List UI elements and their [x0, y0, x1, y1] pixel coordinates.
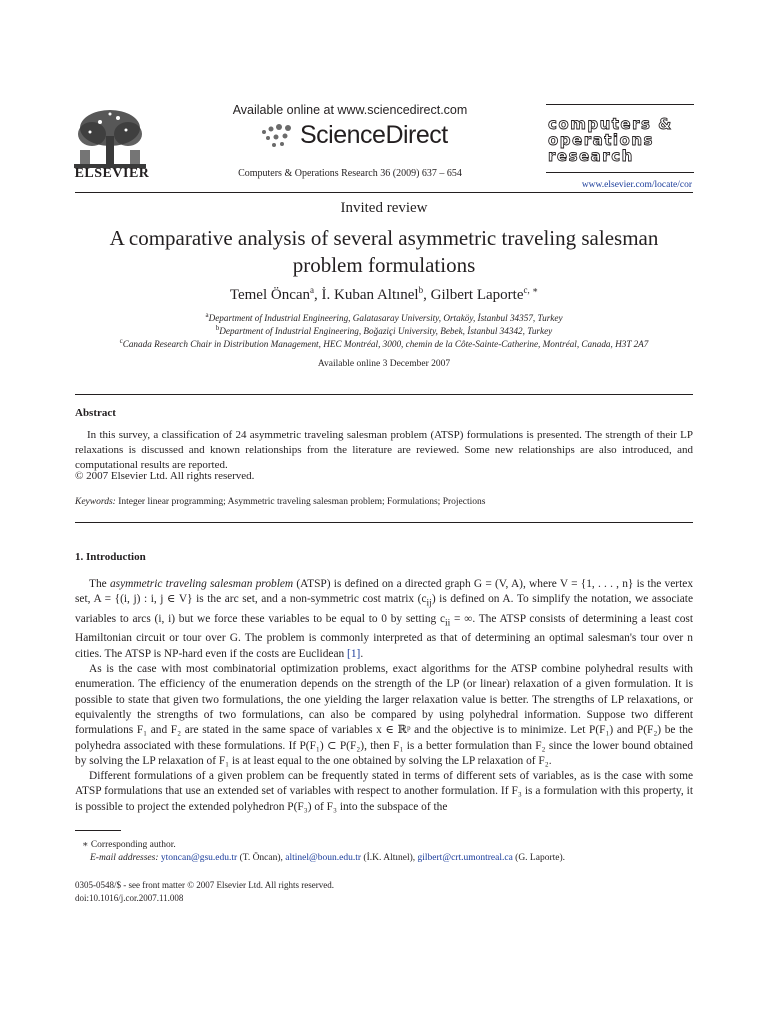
journal-logo-line: operations — [548, 131, 654, 149]
journal-logo-rule-bottom — [546, 172, 694, 173]
emphasis: asymmetric traveling salesman problem — [109, 578, 294, 590]
keywords — [75, 497, 693, 507]
affiliation-text: Department of Industrial Engineering, Boğaziçi University, Bebek, İstanbul 34342, Turkey — [219, 326, 553, 337]
author-name: Gilbert Laporte — [430, 287, 524, 303]
affiliation-sup: b — [215, 324, 220, 332]
journal-logo-line: research — [548, 147, 634, 165]
email-owner: (T. Öncan), — [237, 853, 286, 863]
sciencedirect-wordmark: ScienceDirect — [300, 121, 448, 149]
doi-line: doi:10.1016/j.cor.2007.11.008 — [75, 893, 184, 903]
abstract-text: In this survey, a classification of 24 asymmetric traveling salesman problem (ATSP) formulations is presented. The strength of their LP relaxations is discussed and known relationships from the literature are reviewed. Some new relationships are also introduced, and computational results are reported. — [75, 429, 693, 471]
reference-link[interactable]: [1] — [347, 647, 361, 660]
abstract-heading: Abstract — [75, 407, 116, 419]
subscript: ij — [426, 598, 432, 609]
author-sep: , — [423, 287, 431, 303]
email-label: E-mail addresses: — [90, 853, 159, 863]
journal-logo-line: computers & — [548, 115, 673, 133]
abstract-copyright: © 2007 Elsevier Ltd. All rights reserved. — [75, 470, 255, 482]
available-date: Available online 3 December 2007 — [317, 359, 451, 369]
section-body — [75, 577, 693, 815]
paragraph: Different formulations of a given problem can be frequently stated in terms of different sets of variables, as is the case with some ATSP formulations that use an extended set of variables with respect to another formulation. If F₃ is a formulation with this property, it is possible to project the extended polyhedron P(F₃) of F₃ into the subspace of the — [75, 770, 693, 813]
email-link[interactable]: gilbert@crt.umontreal.ca — [417, 853, 513, 863]
author-list — [75, 285, 693, 304]
text-run: . — [360, 647, 364, 660]
corresponding-author-note: ∗ Corresponding author. — [82, 840, 176, 850]
abstract-rule-bottom — [75, 522, 693, 523]
journal-logo-rule-top — [546, 104, 694, 105]
author-sup: b — [418, 285, 424, 295]
publisher-name: ELSEVIER — [74, 166, 150, 181]
email-owner: (G. Laporte). — [512, 853, 566, 863]
author-sup: c, ∗ — [523, 285, 539, 295]
email-link[interactable]: altinel@boun.edu.tr — [285, 853, 362, 863]
affiliation-text: Canada Research Chair in Distribution Management, HEC Montréal, 3000, chemin de la Côte-Sainte-Catherine, Montréal, Canada, H3T 2A7 — [122, 339, 649, 350]
affiliation — [60, 337, 708, 349]
keywords-label: Keywords: — [75, 497, 116, 507]
paragraph: As is the case with most combinatorial optimization problems, exact algorithms for the ATSP combine polyhedral results with enumeration. The efficiency of the enumeration depends on the strength of the LP (or linear) relaxation of a given formulation. It is possible to state that given two formulations, the one yielding the larger relaxation value is better. The strengths of LP relaxations, or equivalently the strengths of two formulations, can also be compared by using polyhedral information. Suppose two different formulations F₁ and F₂ are stated in the same space of variables x ∈ ℝᵖ and the objective is to minimize. Let P(F₁) and P(F₂) be the polyhedra associated with these formulations. If P(F₁) ⊂ P(F₂), then F₁ is a better formulation than F₂ since the lower bound obtained by solving the LP relaxation of F₁ is at least equal to the one obtained by solving the LP relaxation of F₂. — [75, 663, 693, 767]
paragraph — [75, 577, 693, 662]
available-online-banner[interactable]: Available online at www.sciencedirect.com — [232, 103, 468, 117]
issn-line: 0305-0548/$ - see front matter © 2007 Elsevier Ltd. All rights reserved. — [75, 880, 335, 890]
affiliation — [60, 311, 708, 323]
email-link[interactable]: ytoncan@gsu.edu.tr — [160, 853, 238, 863]
article-type: Invited review — [340, 200, 428, 216]
header-rule — [75, 192, 693, 193]
footnote-rule — [75, 830, 121, 831]
journal-url-link[interactable]: www.elsevier.com/locate/cor — [581, 180, 692, 190]
section-heading: 1. Introduction — [75, 551, 146, 563]
journal-logo — [546, 114, 696, 166]
text-run: (ATSP) is defined on a directed graph G = (V, A), where V = {1, . . . , n} is the vertex set, A = {(i, j) : i, j ∈ V} is the arc set, and a non-symmetric cost matrix (c — [75, 578, 694, 606]
article-title: A comparative analysis of several asymmetric traveling salesman problem formulations — [109, 226, 659, 277]
author-sep: , — [314, 287, 322, 303]
text-run: The — [89, 578, 110, 590]
author-name: Temel Öncan — [229, 287, 311, 303]
author-name: İ. Kuban Altınel — [321, 287, 419, 303]
affiliation-sup: a — [205, 311, 209, 319]
email-footnote — [90, 853, 565, 863]
email-owner: (İ.K. Altınel), — [361, 853, 418, 863]
author-sup: a — [310, 285, 315, 295]
text-run: ) is defined on A. To simplify the notation, we associate variables to arcs (i, i) but we force these variables to be equal to 0 by setting c — [75, 593, 694, 625]
subscript: ii — [445, 618, 451, 629]
affiliation-sup: c — [119, 337, 123, 345]
journal-citation: Computers & Operations Research 36 (2009) 637 – 654 — [238, 168, 462, 179]
affiliation-text: Department of Industrial Engineering, Galatasaray University, Ortaköy, İstanbul 34357, Turkey — [208, 313, 563, 324]
text-run: = ∞. The ATSP consists of determining a least cost Hamiltonian circuit or tour over G. The problem is commonly interpreted as that of determining an optimal salesman's tour over n cities. The ATSP is NP-hard even if the costs are Euclidean — [75, 612, 693, 660]
keywords-list: Integer linear programming; Asymmetric traveling salesman problem; Formulations; Projections — [118, 497, 486, 507]
affiliation — [60, 324, 708, 336]
abstract-rule-top — [75, 394, 693, 395]
